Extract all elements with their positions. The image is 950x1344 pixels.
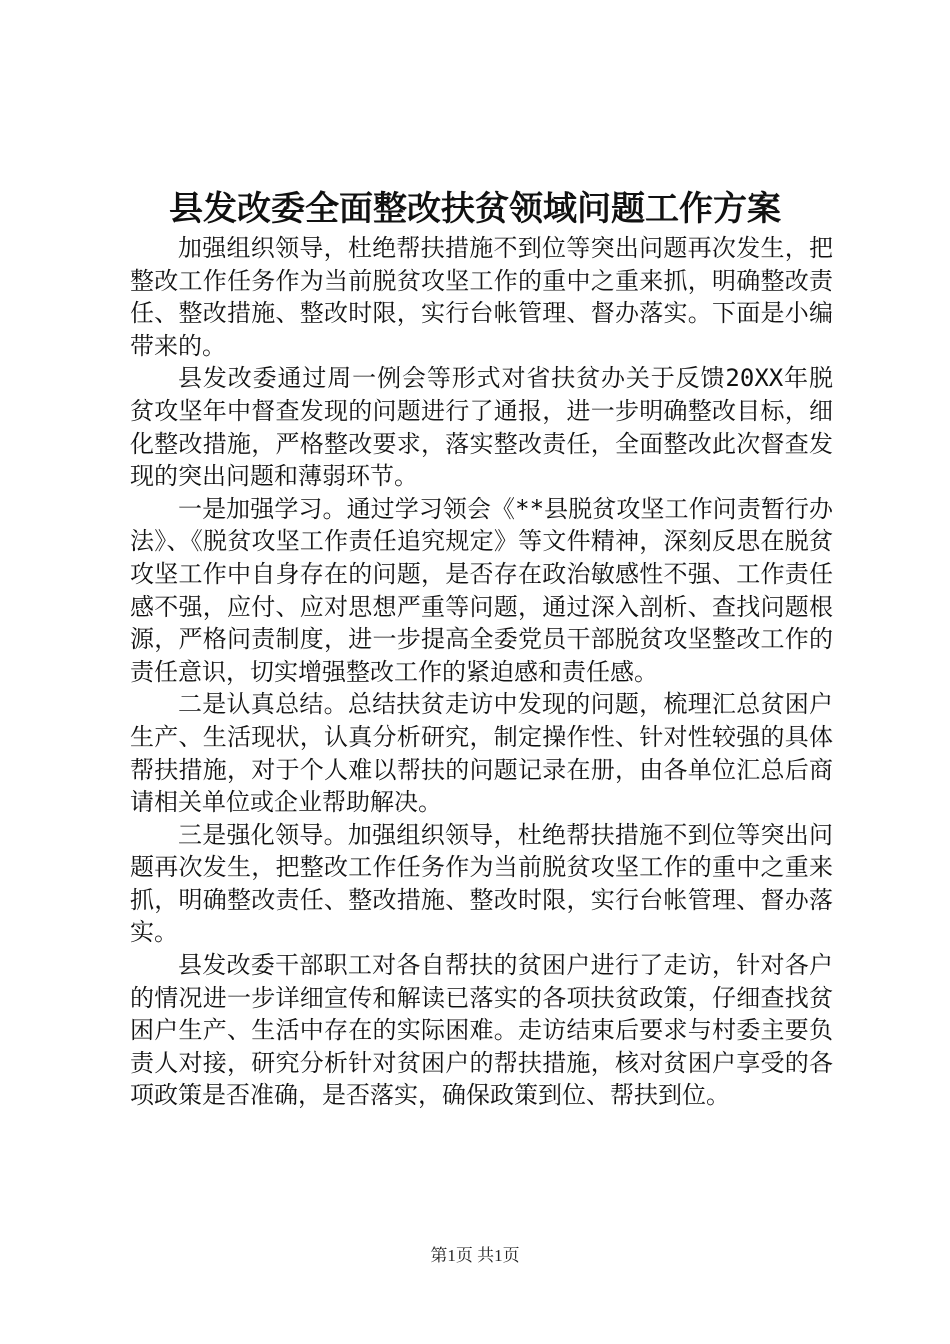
paragraph-summary: 二是认真总结。总结扶贫走访中发现的问题，梳理汇总贫困户生产、生活现状，认真分析研究，制定操作性、针对性较强的具体帮扶措施，对于个人难以帮扶的问题记录在册，由各单位汇总后商请相关单位或企业帮助解决。 — [130, 690, 833, 817]
page-number-footer: 第1页 共1页 — [430, 1246, 520, 1265]
paragraph-intro: 加强组织领导，杜绝帮扶措施不到位等突出问题再次发生，把整改工作任务作为当前脱贫攻坚工作的重中之重来抓，明确整改责任、整改措施、整改时限，实行台帐管理、督办落实。下面是小编带来的。 — [130, 234, 833, 360]
paragraph-study: 一是加强学习。通过学习领会《**县脱贫攻坚工作问责暂行办法》、《脱贫攻坚工作责任追究规定》等文件精神，深刻反思在脱贫攻坚工作中自身存在的问题，是否存在政治敏感性不强、工作责任感不强，应付、应对思想严重等问题，通过深入剖析、查找问题根源，严格问责制度，进一步提高全委党员干部脱贫攻坚整改工作的责任意识，切实增强整改工作的紧迫感和责任感。 — [130, 494, 833, 686]
paragraph-overview: 县发改委通过周一例会等形式对省扶贫办关于反馈20XX年脱贫攻坚年中督查发现的问题进行了通报，进一步明确整改目标，细化整改措施，严格整改要求，落实整改责任，全面整改此次督查发现的突出问题和薄弱环节。 — [130, 364, 833, 491]
document-body — [130, 232, 833, 1112]
document-title: 县发改委全面整改扶贫领域问题工作方案 — [169, 189, 781, 229]
paragraph-visits: 县发改委干部职工对各自帮扶的贫困户进行了走访，针对各户的情况进一步详细宣传和解读已落实的各项扶贫政策，仔细查找贫困户生产、生活中存在的实际困难。走访结束后要求与村委主要负责人对接，研究分析针对贫困户的帮扶措施，核对贫困户享受的各项政策是否准确，是否落实，确保政策到位、帮扶到位。 — [130, 951, 833, 1110]
paragraph-leadership: 三是强化领导。加强组织领导，杜绝帮扶措施不到位等突出问题再次发生，把整改工作任务作为当前脱贫攻坚工作的重中之重来抓，明确整改责任、整改措施、整改时限，实行台帐管理、督办落实。 — [130, 820, 833, 947]
